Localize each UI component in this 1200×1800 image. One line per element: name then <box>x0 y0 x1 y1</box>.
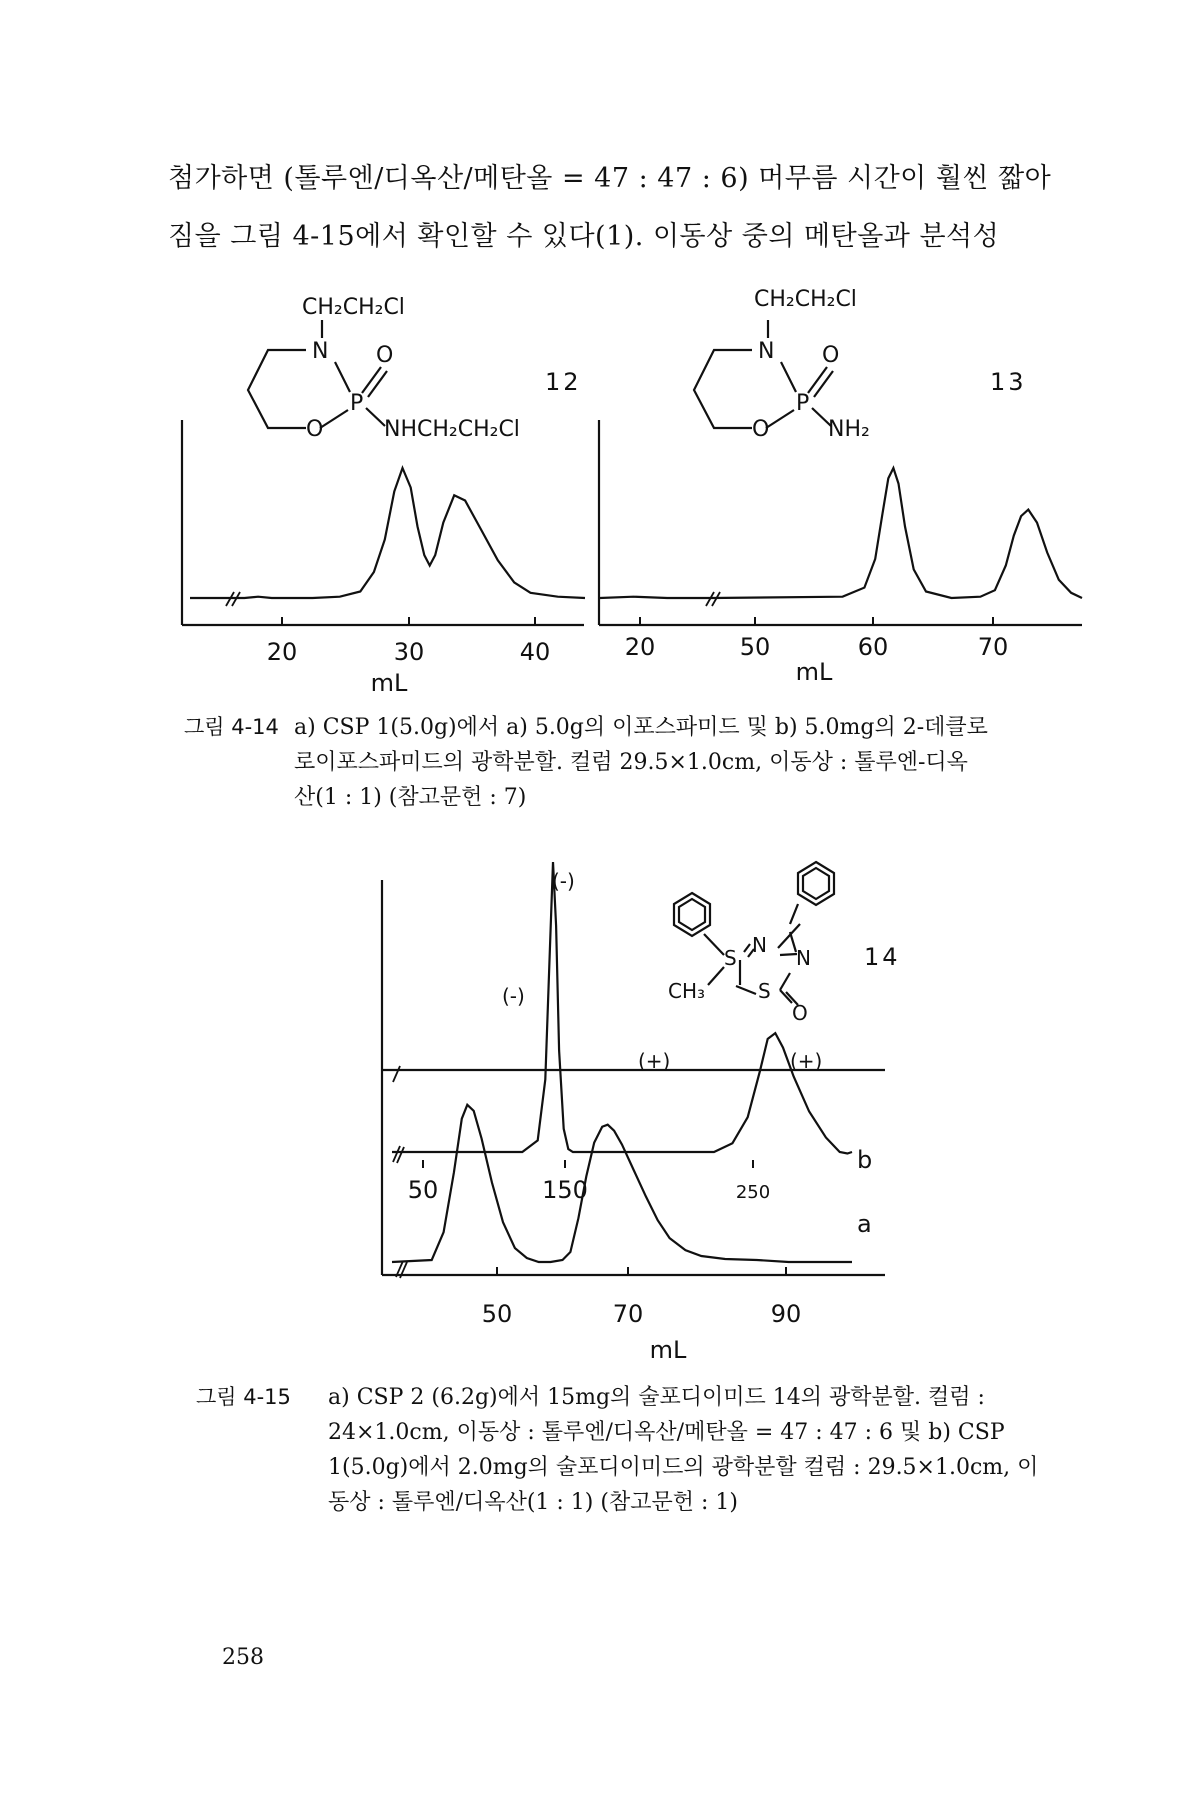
cmpd12-o-double: O <box>376 343 394 368</box>
page-number: 258 <box>222 1645 264 1670</box>
axis-break-mark <box>393 1066 400 1082</box>
caption-line: 1(5.0g)에서 2.0mg의 술포디이미드의 광학분할 컬럼 : 29.5×1.0cm, 이 <box>328 1455 1039 1480</box>
cmpd12-top: CH₂CH₂Cl <box>302 295 405 320</box>
cmpd13-o-double: O <box>822 343 840 368</box>
cmpd12-o-ring: O <box>306 417 324 442</box>
x-tick-label: 20 <box>624 633 656 661</box>
caption-line: 동상 : 톨루엔/디옥산(1 : 1) (참고문헌 : 1) <box>328 1490 738 1515</box>
cmpd12-p: P <box>350 391 364 416</box>
xlabel-ml-2: mL <box>795 658 833 686</box>
cmpd12-n: N <box>312 339 329 364</box>
caption-line: a) CSP 1(5.0g)에서 a) 5.0g의 이포스파미드 및 b) 5.0mg의 2-데클로 <box>294 715 988 740</box>
cmpd13-top: CH₂CH₂Cl <box>754 287 857 312</box>
x-tick-label: 150 <box>542 1176 588 1204</box>
compound-number-13: 13 <box>990 368 1027 396</box>
cmpd14-s2: S <box>758 979 771 1003</box>
x-tick-label: 30 <box>393 638 425 666</box>
chromatogram-2-frame <box>599 420 1082 625</box>
trace-b-label: b <box>857 1146 873 1174</box>
chromatogram-13-trace <box>600 468 1082 598</box>
chromatogram-b-trace <box>392 862 852 1154</box>
compound-number-14: 14 <box>864 943 901 971</box>
cmpd13-n: N <box>758 339 775 364</box>
x-tick-label: 70 <box>612 1300 644 1328</box>
cmpd14-n2: N <box>796 946 811 970</box>
x-tick-label: 90 <box>770 1300 802 1328</box>
cmpd13-p: P <box>796 391 810 416</box>
body-text-line: 첨가하면 (톨루엔/디옥산/메탄올 = 47 : 47 : 6) 머무름 시간이 훨씬 짧아 <box>168 163 1052 194</box>
cmpd14-o: O <box>792 1001 808 1025</box>
structure-12 <box>248 320 387 428</box>
xlabel-ml-1: mL <box>370 669 408 697</box>
x-tick-label: 70 <box>977 633 1009 661</box>
trace-a-label: a <box>857 1210 872 1238</box>
x-tick-label: 40 <box>519 638 551 666</box>
caption-line: 24×1.0cm, 이동상 : 톨루엔/디옥산/메탄올 = 47 : 47 : 6 및 b) CSP <box>328 1420 1005 1445</box>
caption-line: a) CSP 2 (6.2g)에서 15mg의 술포디이미드 14의 광학분할. 컬럼 : <box>328 1385 985 1410</box>
caption-line: 로이포스파미드의 광학분할. 컬럼 29.5×1.0cm, 이동상 : 톨루엔-디옥 <box>294 750 968 775</box>
chromatogram-a-frame <box>382 1070 885 1275</box>
xlabel-ml-3: mL <box>649 1336 687 1364</box>
cmpd13-o-ring: O <box>752 417 770 442</box>
cmpd12-right: NHCH₂CH₂Cl <box>384 417 520 442</box>
peak-label: (+) <box>638 1049 671 1073</box>
chromatogram-a-trace <box>392 1105 852 1262</box>
chromatogram-1-frame <box>182 420 584 625</box>
x-tick-label: 20 <box>266 638 298 666</box>
structure-13 <box>694 320 833 428</box>
chromatogram-3-frame <box>382 880 885 1070</box>
x-tick-label: 60 <box>857 633 889 661</box>
chromatogram-12-trace <box>190 468 585 598</box>
peak-label: (+) <box>790 1049 823 1073</box>
body-text-line: 짐을 그림 4-15에서 확인할 수 있다(1). 이동상 중의 메탄올과 분석성 <box>168 221 1000 252</box>
compound-number-12: 12 <box>545 368 582 396</box>
peak-label: (-) <box>552 869 575 893</box>
x-tick-label: 50 <box>481 1300 513 1328</box>
cmpd14-n1: N <box>752 933 767 957</box>
cmpd13-right: NH₂ <box>828 417 870 442</box>
x-tick-label: 50 <box>407 1176 439 1204</box>
peak-label: (-) <box>502 984 525 1008</box>
caption-label: 그림 4-14 <box>184 715 279 739</box>
cmpd14-s1: S <box>724 946 737 970</box>
caption-line: 산(1 : 1) (참고문헌 : 7) <box>294 785 527 810</box>
cmpd14-ch3: CH₃ <box>668 979 706 1003</box>
caption-label: 그림 4-15 <box>196 1385 291 1409</box>
x-tick-label: 50 <box>739 633 771 661</box>
x-tick-label: 250 <box>735 1182 771 1203</box>
